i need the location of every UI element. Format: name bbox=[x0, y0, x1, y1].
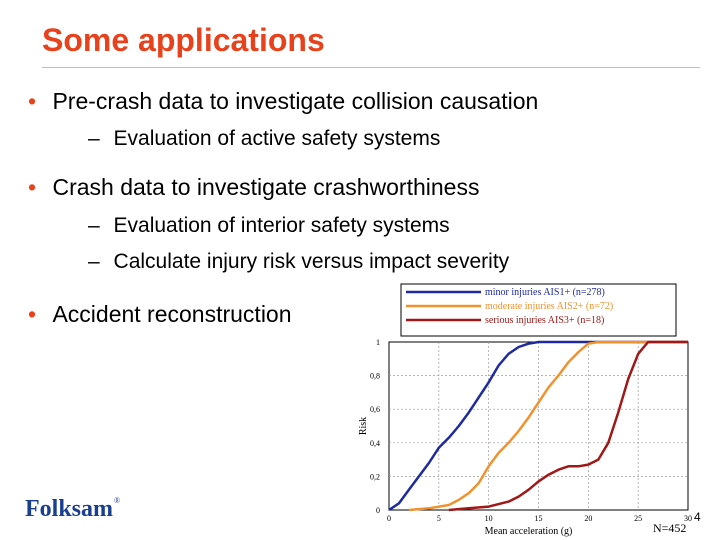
legend-label-3: serious injuries AIS3+ (n=18) bbox=[485, 315, 605, 326]
bullet-dot: • bbox=[28, 174, 37, 200]
legend-label-2: moderate injuries AIS2+ (n=72) bbox=[485, 301, 614, 312]
y-tick-label: 0,4 bbox=[370, 438, 380, 448]
x-tick-label: 30 bbox=[684, 514, 692, 523]
sub-bullet-text: Calculate injury risk versus impact severity bbox=[113, 250, 510, 273]
x-tick-label: 5 bbox=[436, 514, 441, 523]
sub-bullet-dash: – bbox=[88, 250, 100, 273]
y-tick-label: 0,6 bbox=[370, 405, 380, 415]
slide-title: Some applications bbox=[42, 22, 325, 58]
x-tick-label: 20 bbox=[584, 514, 593, 523]
y-axis-label: Risk bbox=[358, 416, 369, 436]
x-axis-label: Mean acceleration (g) bbox=[484, 526, 573, 537]
y-tick-label: 0 bbox=[376, 506, 380, 515]
registered-mark: ® bbox=[114, 496, 121, 505]
sample-size-note: N=452 bbox=[653, 521, 687, 535]
logo-text: Folksam bbox=[25, 496, 114, 522]
bullet-text: Crash data to investigate crashworthiness bbox=[52, 174, 480, 200]
y-tick-label: 1 bbox=[376, 338, 380, 347]
x-tick-label: 10 bbox=[484, 514, 493, 523]
sub-bullet-text: Evaluation of active safety systems bbox=[113, 127, 441, 150]
bullet-dot: • bbox=[28, 301, 37, 327]
sub-bullet-dash: – bbox=[88, 127, 100, 150]
legend-label-1: minor injuries AIS1+ (n=278) bbox=[485, 287, 605, 298]
sub-bullet-dash: – bbox=[88, 214, 100, 237]
y-tick-label: 0,2 bbox=[370, 472, 380, 482]
sub-bullet-text: Evaluation of interior safety systems bbox=[113, 214, 450, 237]
folksam-logo bbox=[25, 496, 120, 523]
x-tick-label: 25 bbox=[634, 514, 643, 523]
bullet-text: Accident reconstruction bbox=[52, 301, 292, 327]
x-tick-label: 0 bbox=[387, 514, 391, 523]
x-tick-label: 15 bbox=[534, 514, 543, 523]
bullet-text: Pre-crash data to investigate collision causation bbox=[52, 88, 539, 114]
bullet-dot: • bbox=[28, 88, 37, 114]
y-tick-label: 0,8 bbox=[370, 371, 380, 381]
page-number: 4 bbox=[694, 510, 701, 524]
